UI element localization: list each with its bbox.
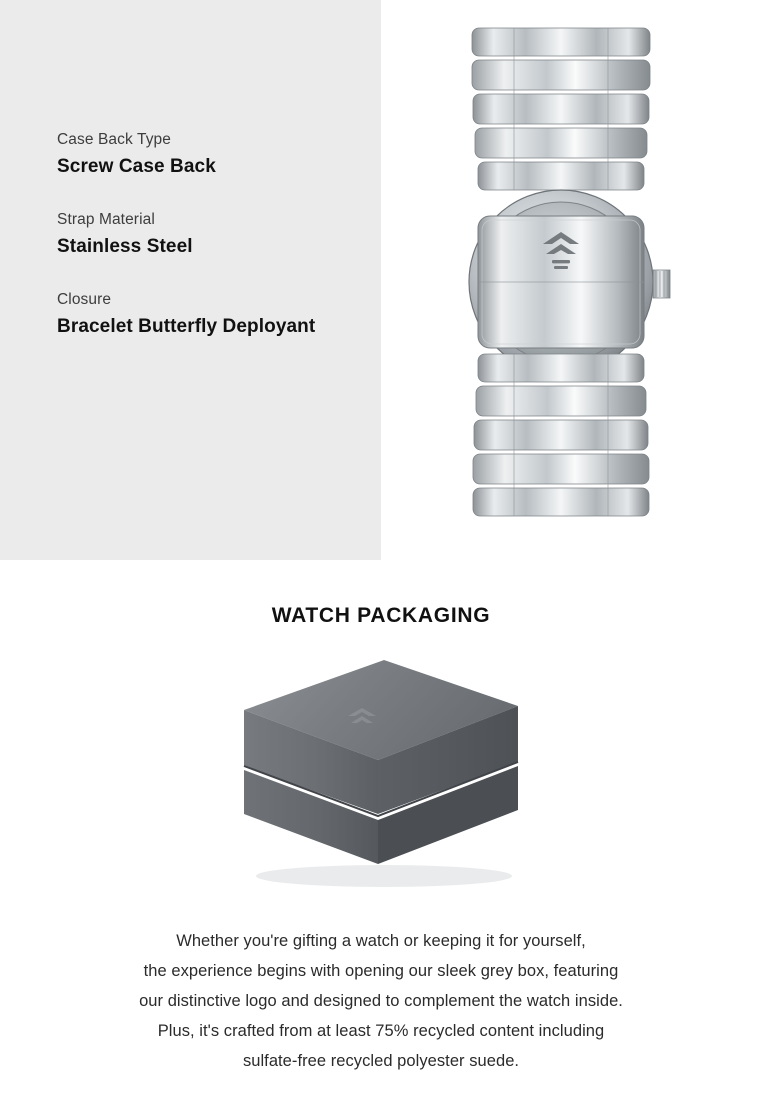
packaging-description: [0, 926, 762, 1076]
spec-value: Stainless Steel: [57, 236, 193, 258]
specs-list: [57, 128, 357, 368]
packaging-copy-line: the experience begins with opening our sleek grey box, featuring: [143, 962, 619, 980]
spec-label: Strap Material: [57, 211, 155, 229]
specs-panel: [0, 0, 381, 560]
packaging-copy-line: Whether you're gifting a watch or keeping it for yourself,: [176, 932, 586, 950]
spec-item-closure: [57, 288, 357, 340]
watch-image-stage: [381, 0, 762, 560]
packaging-copy-line: Plus, it's crafted from at least 75% recycled content including: [157, 1022, 605, 1040]
watch-box-image: [216, 644, 546, 904]
watch-back-image: [442, 20, 702, 540]
spec-item-strap-material: [57, 208, 357, 260]
butterfly-deployant-clasp: [478, 216, 644, 348]
packaging-copy-line: our distinctive logo and designed to complement the watch inside.: [139, 992, 623, 1010]
spec-label: Case Back Type: [57, 131, 171, 148]
bracelet-upper: [472, 28, 650, 190]
bracelet-lower: [473, 354, 649, 516]
packaging-copy-line: sulfate-free recycled polyester suede.: [242, 1052, 520, 1070]
spec-item-case-back-type: [57, 128, 357, 180]
spec-value: Screw Case Back: [57, 156, 216, 178]
spec-label: Closure: [57, 291, 112, 309]
packaging-title: WATCH PACKAGING: [271, 604, 491, 627]
packaging-section: [0, 560, 762, 1100]
spec-value: Bracelet Butterfly Deployant: [57, 316, 316, 338]
